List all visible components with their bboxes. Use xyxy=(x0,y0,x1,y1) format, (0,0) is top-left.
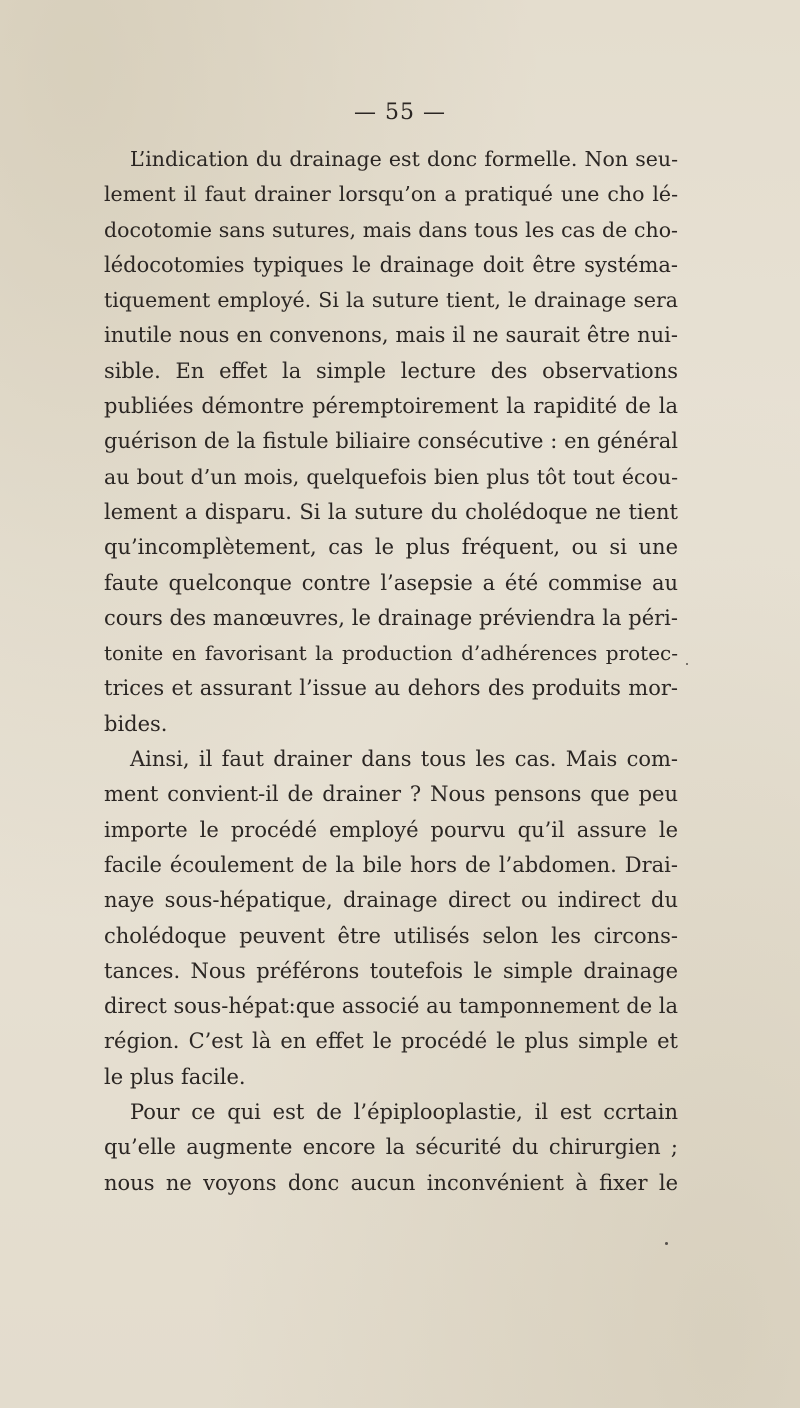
text-line: cholédoque peuvent être utilisés selon les circons- xyxy=(104,923,678,948)
text-line: direct sous-hépat:que associé au tamponnement de la xyxy=(104,994,679,1019)
text-line: tiquement employé. Si la suture tient, le drainage sera xyxy=(104,288,678,313)
text-line: lement a disparu. Si la suture du cholédoque ne tient xyxy=(104,499,678,524)
text-line: au bout d’un mois, quelquefois bien plus tôt tout écou- xyxy=(104,464,678,489)
text-line: publiées démontre péremptoirement la rapidité de la xyxy=(104,394,678,419)
text-line: L’indication du drainage est donc formelle. Non seu- xyxy=(130,147,678,171)
body-text xyxy=(104,142,678,1201)
text-line: qu’elle augmente encore la sécurité du chirurgien ; xyxy=(104,1135,678,1160)
text-line: trices et assurant l’issue au dehors des produits mor- xyxy=(104,676,678,701)
text-line: tances. Nous préférons toutefois le simple drainage xyxy=(104,958,678,983)
text-line: importe le procédé employé pourvu qu’il assure le xyxy=(104,817,678,842)
text-line: tonite en favorisant la production d’adhérences protec- xyxy=(104,641,678,666)
text-line: le plus facile. xyxy=(104,1064,246,1089)
text-line: Ainsi, il faut drainer dans tous les cas. Mais com- xyxy=(130,747,678,772)
text-line: naye sous-hépatique, drainage direct ou indirect du xyxy=(104,888,678,913)
text-line: lédocotomies typiques le drainage doit être systéma- xyxy=(104,252,678,277)
text-line: nous ne voyons donc aucun inconvénient à fixer le xyxy=(104,1170,678,1195)
paper-speck xyxy=(686,663,688,665)
paper-speck xyxy=(665,1242,668,1245)
text-line: docotomie sans sutures, mais dans tous les cas de cho- xyxy=(104,217,678,242)
text-line: faute quelconque contre l’asepsie a été commise au xyxy=(104,570,678,595)
page-number: — 55 — xyxy=(354,100,446,125)
text-line: inutile nous en convenons, mais il ne saurait être nui- xyxy=(104,323,678,348)
text-line: qu’incomplètement, cas le plus fréquent, ou si une xyxy=(104,535,678,560)
text-line: guérison de la fistule biliaire consécutive : en général xyxy=(104,429,678,454)
text-line: ment convient-il de drainer ? Nous pensons que peu xyxy=(104,782,678,807)
text-line: facile écoulement de la bile hors de l’abdomen. Drai- xyxy=(104,852,678,877)
text-line: cours des manœuvres, le drainage préviendra la péri- xyxy=(104,605,678,630)
text-line: région. C’est là en effet le procédé le plus simple et xyxy=(104,1029,678,1054)
text-line: lement il faut drainer lorsqu’on a pratiqué une cho lé- xyxy=(104,182,678,207)
text-line: Pour ce qui est de l’épiplooplastie, il est ccrtain xyxy=(130,1100,678,1125)
text-line: sible. En effet la simple lecture des observations xyxy=(104,358,678,383)
text-line: bides. xyxy=(104,711,168,736)
